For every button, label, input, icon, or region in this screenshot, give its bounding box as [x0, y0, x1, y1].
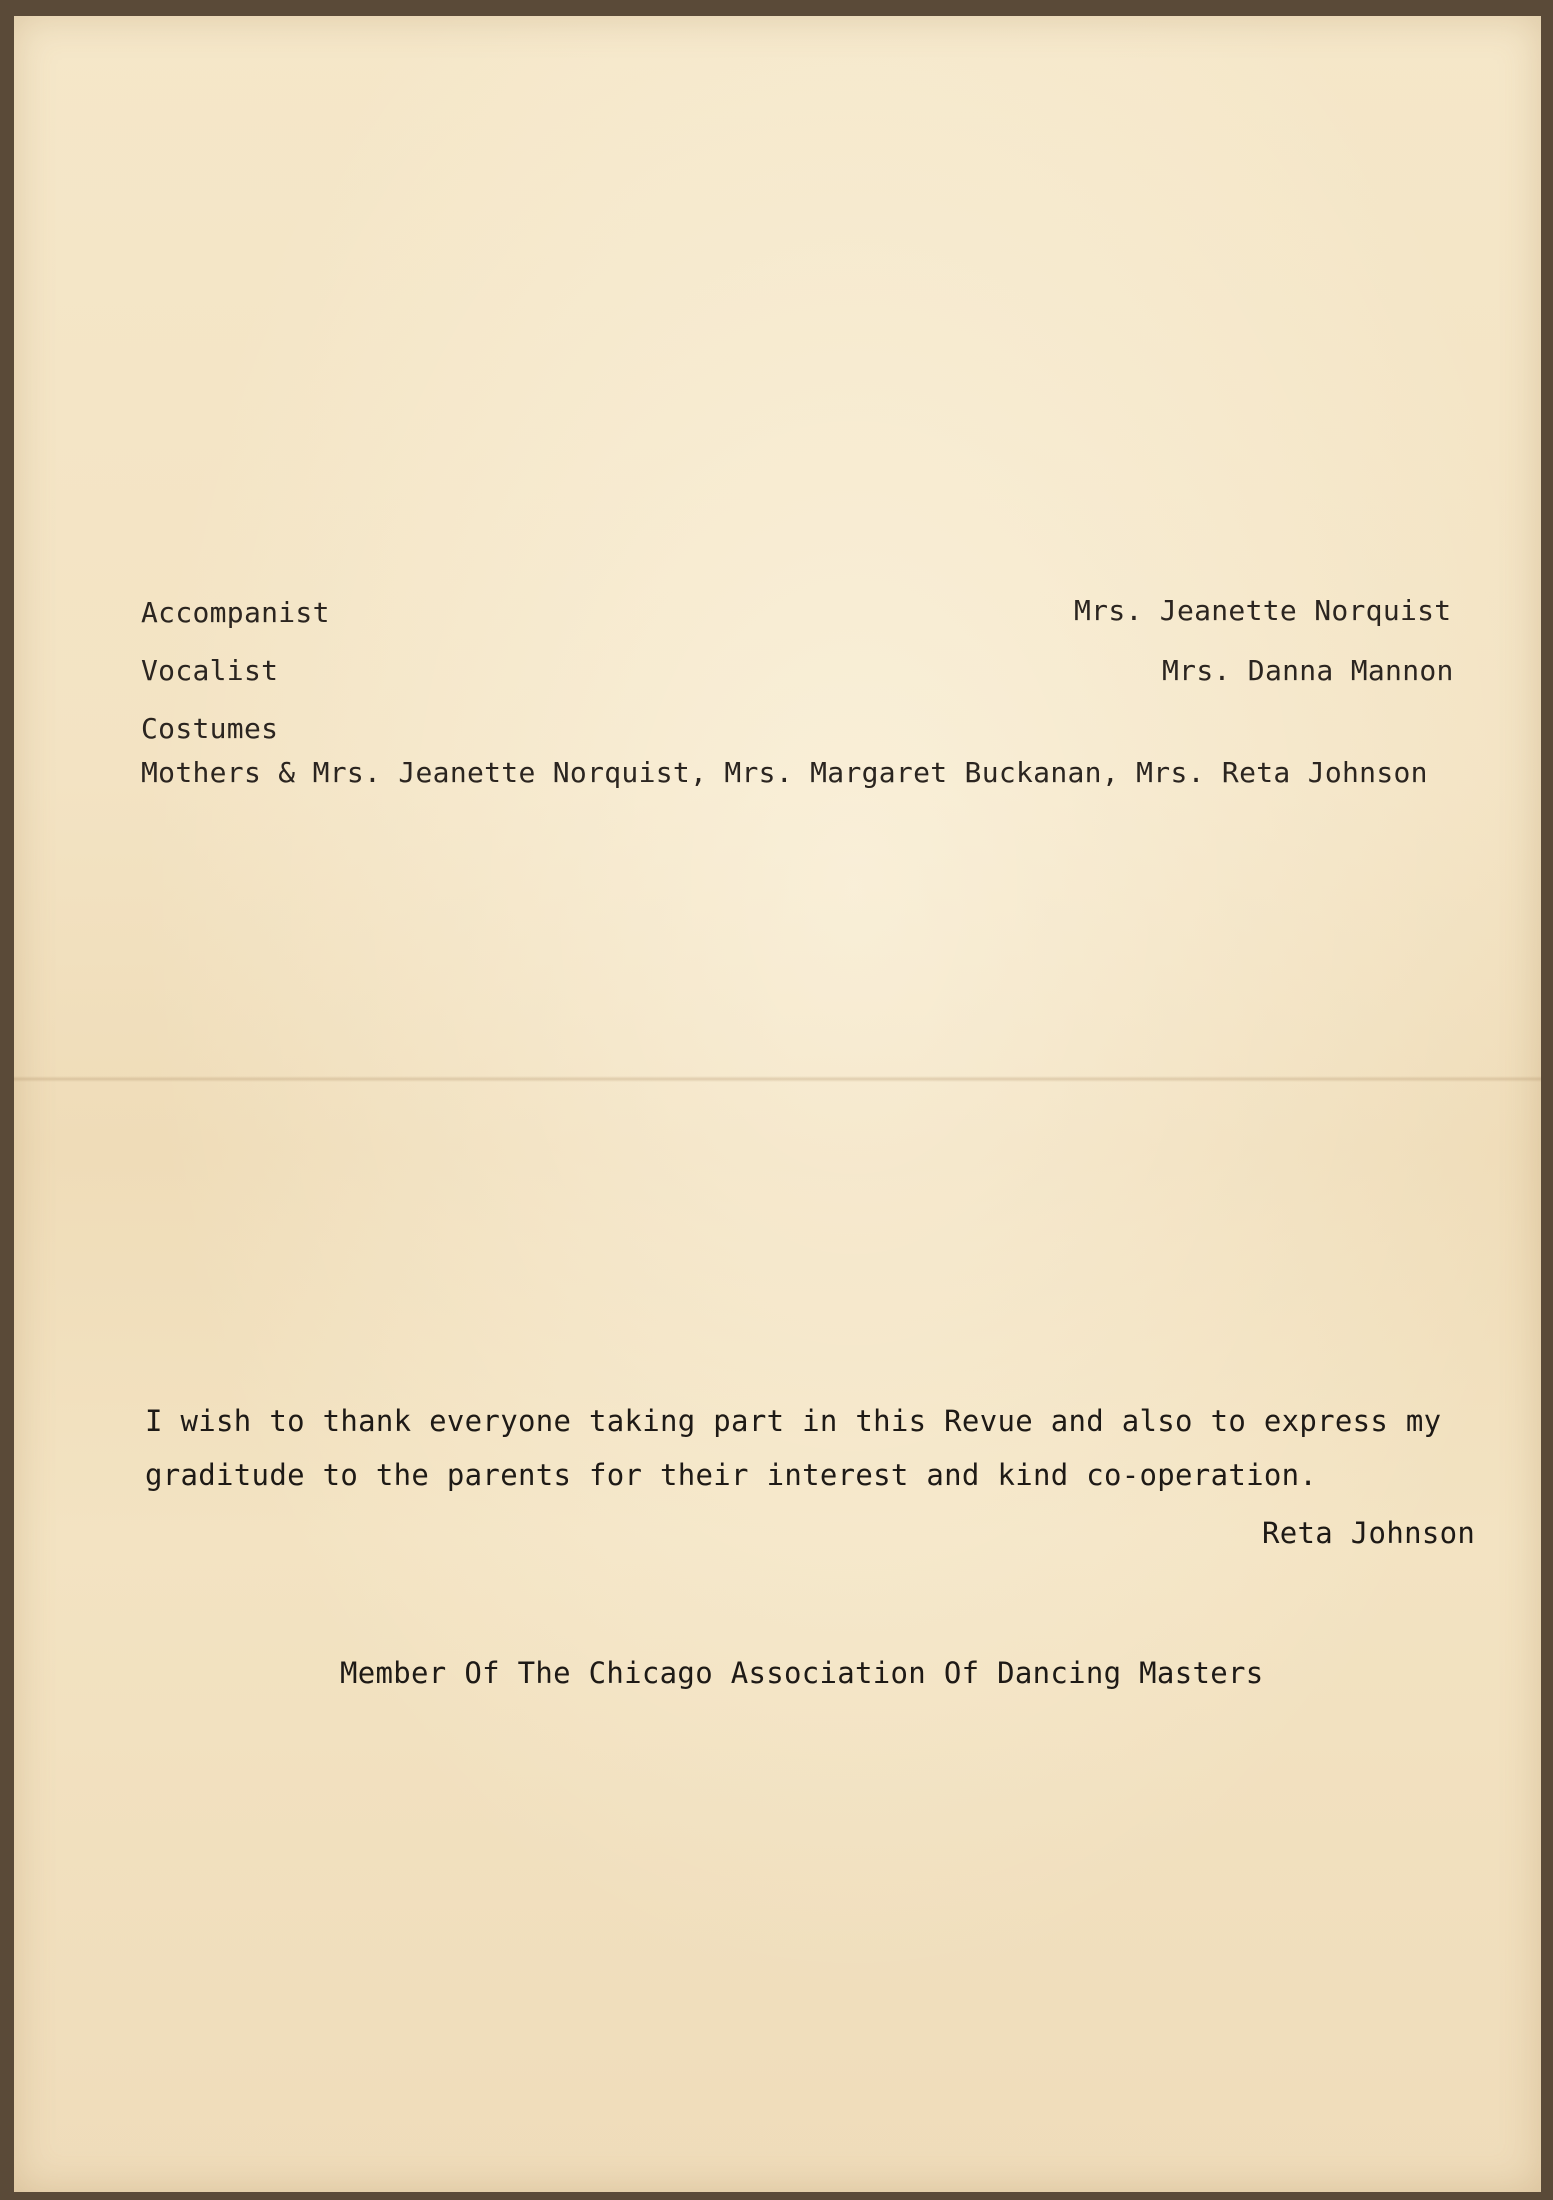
accompanist-label: Accompanist	[141, 596, 330, 629]
accompanist-name: Mrs. Jeanette Norquist	[1074, 594, 1452, 627]
costumes-text: Mothers & Mrs. Jeanette Norquist, Mrs. Margaret Buckanan, Mrs. Reta Johnson	[141, 756, 1428, 789]
thanks-line-1: I wish to thank everyone taking part in this Revue and also to express my	[145, 1404, 1442, 1438]
vocalist-label: Vocalist	[141, 654, 279, 687]
show-through-texture	[164, 216, 1464, 2116]
costumes-label: Costumes	[141, 712, 279, 745]
paper-sheet	[14, 16, 1541, 2192]
thanks-line-2: graditude to the parents for their interest and kind co-operation.	[145, 1458, 1318, 1492]
membership-line: Member Of The Chicago Association Of Dancing Masters	[340, 1656, 1264, 1690]
vocalist-name: Mrs. Danna Mannon	[1162, 654, 1454, 687]
signature: Reta Johnson	[1262, 1516, 1476, 1550]
